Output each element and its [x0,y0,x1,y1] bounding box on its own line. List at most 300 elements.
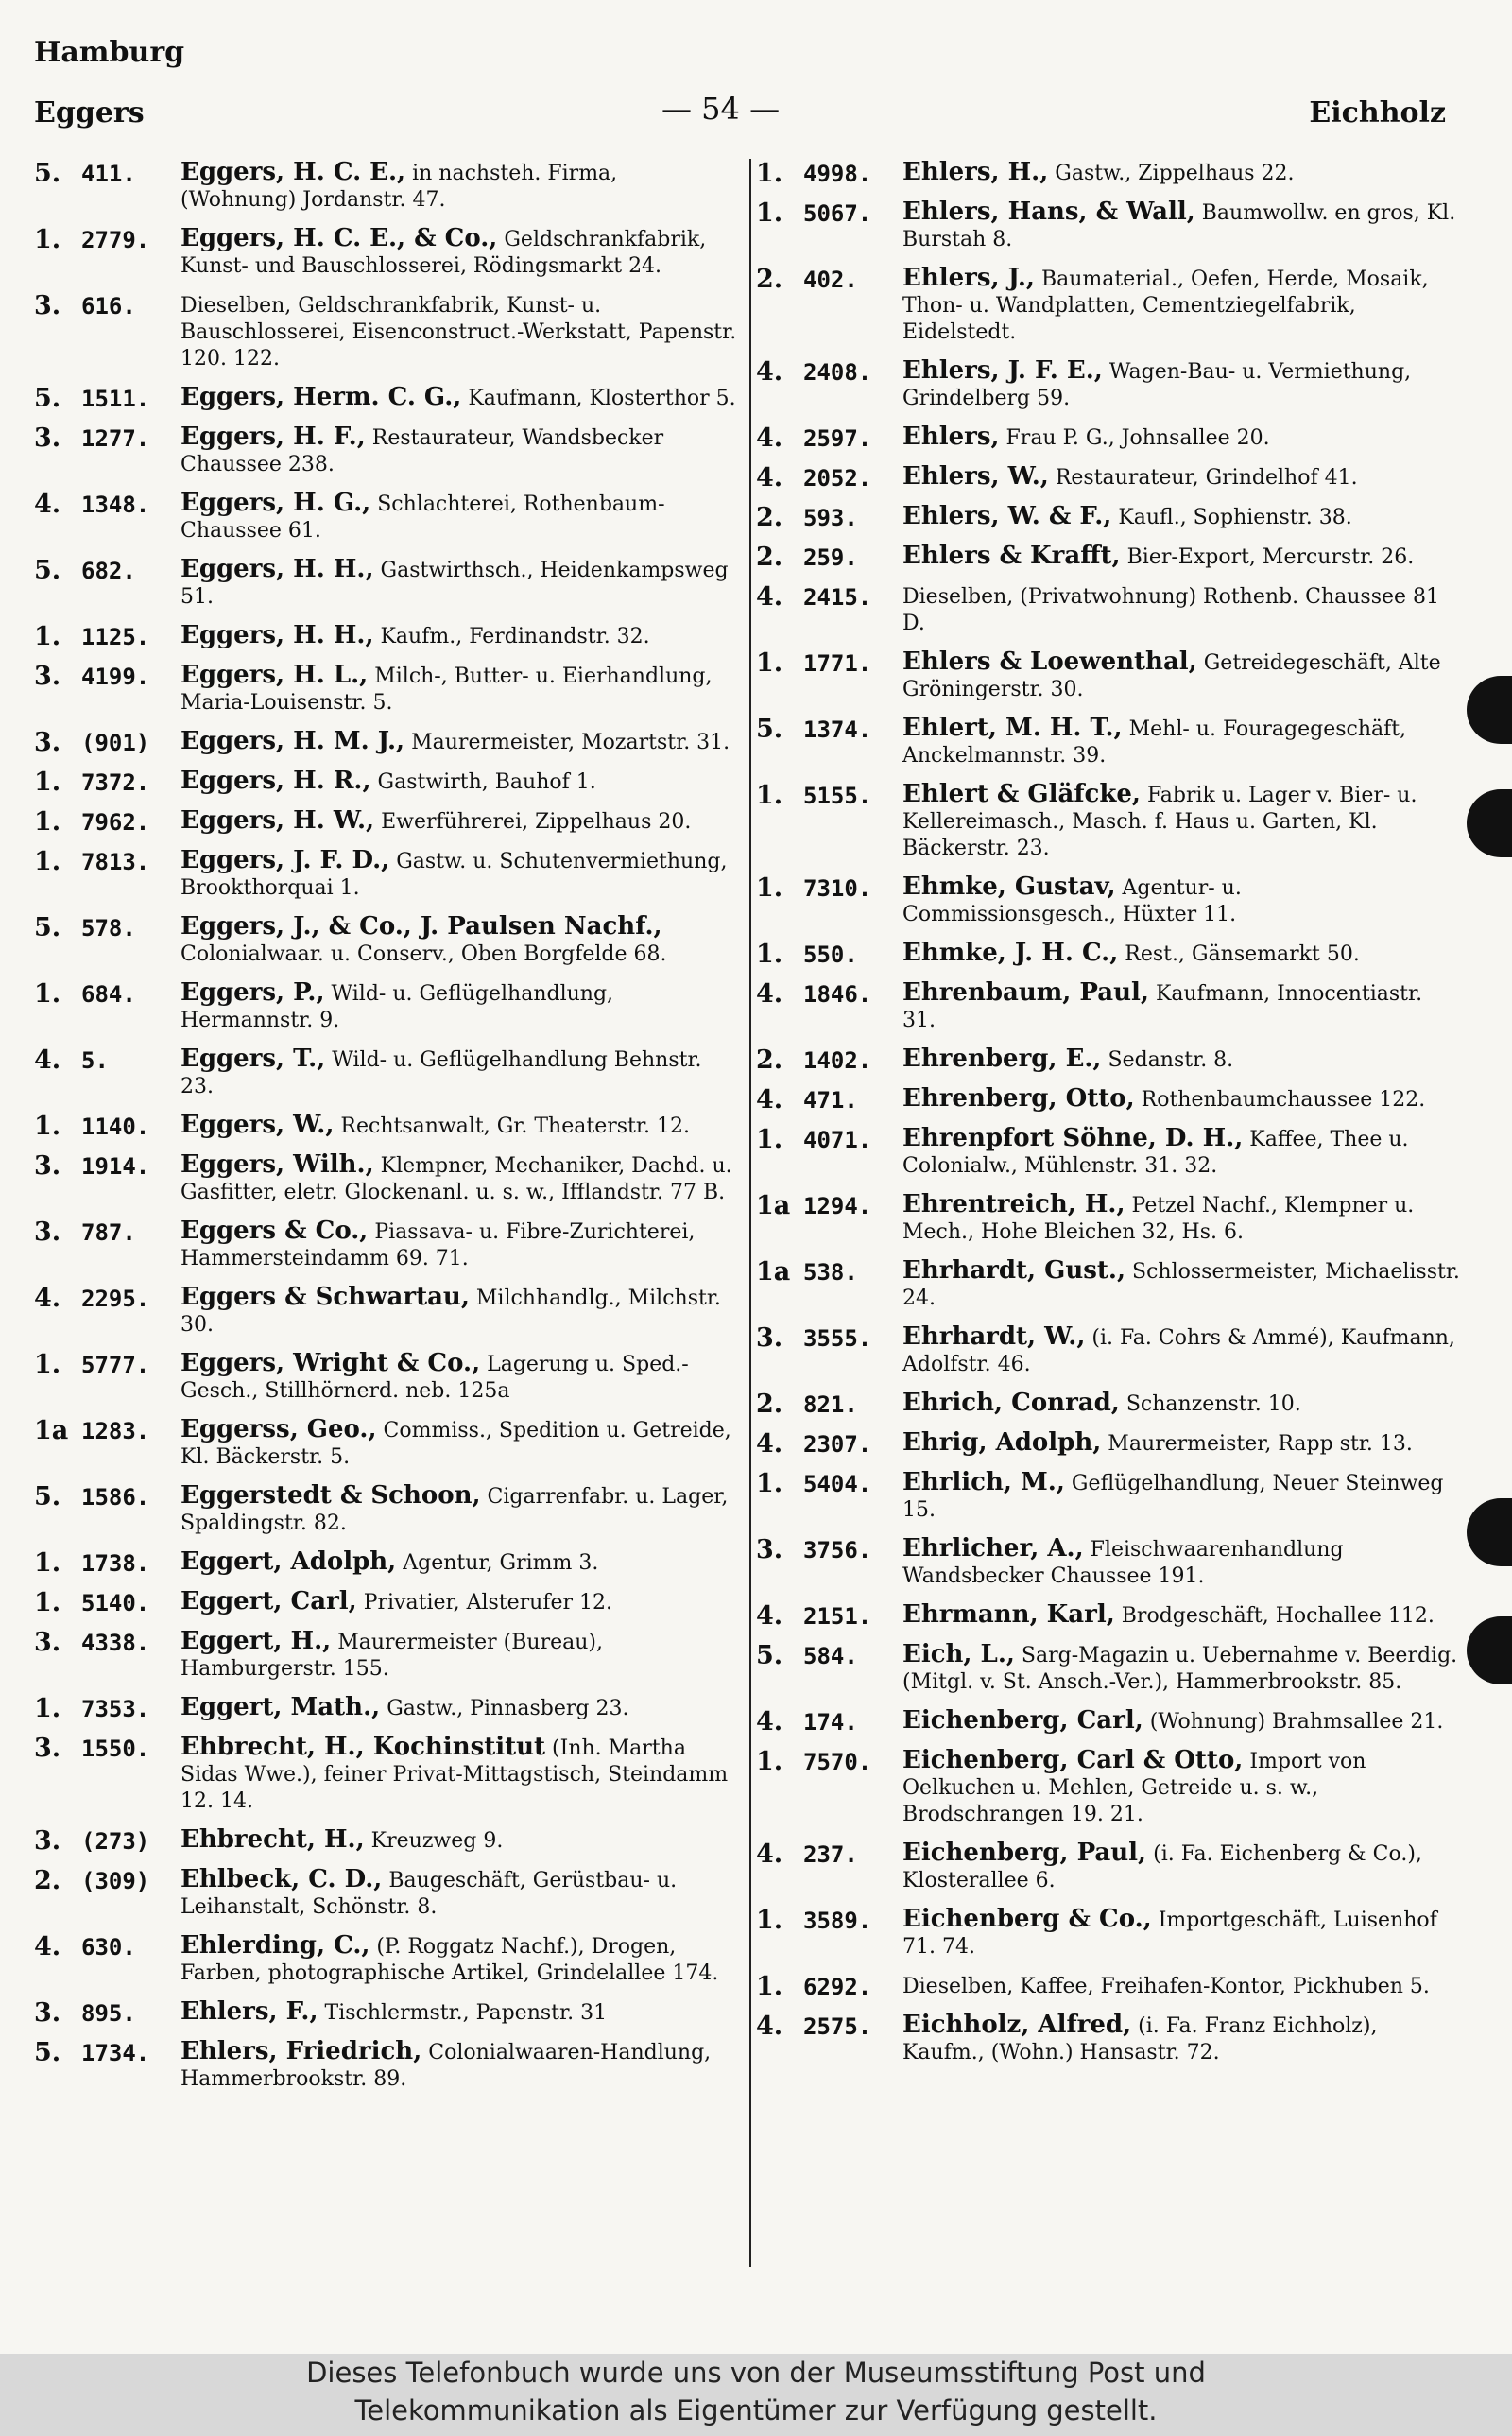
entry-phone-prefix [34,1590,176,1616]
exchange-zone: 1. [34,1588,61,1617]
exchange-zone: 4. [34,490,61,519]
entry-name: Ehlers, W., [902,462,1049,491]
entry-name: Eichenberg, Carl, [902,1706,1143,1735]
entry-description: Milchhandlg., Milchstr. 30. [180,1287,721,1337]
exchange-zone: 1. [756,1972,783,2001]
entry-phone-prefix [756,783,898,809]
entry-description: Schlachterei, Rothenbaum-Chaussee 61. [180,492,665,543]
entry-description: Agentur, Grimm 3. [403,1551,599,1575]
phone-number: 2151. [803,1603,872,1630]
entry-name: Eichenberg & Co., [902,1905,1152,1933]
entry-phone-prefix [756,1431,898,1458]
entry-phone-prefix [34,161,176,187]
entry-description: Restaurateur, Grindelhof 41. [1055,466,1358,490]
phone-number: (273) [81,1828,150,1855]
entry-phone-prefix [756,1709,898,1736]
entry-phone-prefix [34,1219,176,1246]
entry-name: Ehrhardt, W., [902,1322,1086,1351]
exchange-zone: 1. [34,979,61,1009]
entry-name: Ehlers, W. & F., [902,502,1112,530]
phone-number: 2408. [803,359,872,386]
phone-number: 5067. [803,200,872,227]
directory-entry [756,1191,1460,1246]
entry-name: Ehlers, H., [902,158,1049,186]
exchange-zone: 1. [756,1125,783,1154]
exchange-zone: 3. [34,1218,61,1247]
directory-entry [34,291,738,372]
exchange-zone: 1a [756,1191,791,1220]
entry-name: Eichenberg, Carl & Otto, [902,1746,1244,1774]
entry-phone-prefix [34,1114,176,1140]
directory-entry [34,159,738,214]
entry-phone-prefix [34,1934,176,1961]
directory-entry [34,1151,738,1206]
entry-phone-prefix [34,1484,176,1511]
entry-name: Eggert, Carl, [180,1587,357,1615]
phone-number: (309) [81,1868,150,1894]
entry-description: Sarg-Magazin u. Uebernahme v. Beerdig. (Mitgl. v. St. Ansch.-Ver.), Hammerbrookstr. 85. [902,1644,1458,1694]
phone-number: 2307. [803,1431,872,1458]
entry-name: Eggers, J., & Co., J. Paulsen Nachf., [180,912,662,941]
entry-name: Ehrenberg, Otto, [902,1084,1135,1113]
entry-phone-prefix [34,386,176,412]
entry-description: Rest., Gänsemarkt 50. [1125,942,1360,966]
phone-number: 5140. [81,1590,150,1616]
directory-entry [34,225,738,280]
entry-description: Agentur- u. Commissionsgesch., Hüxter 11. [902,876,1242,926]
directory-entry [756,1747,1460,1828]
phone-number: 2415. [803,584,872,611]
entry-phone-prefix [34,624,176,650]
directory-entry [756,357,1460,412]
phone-number: 7813. [81,849,150,875]
exchange-zone: 3. [34,662,61,691]
thumb-index-mark [1467,789,1512,857]
entry-description: Geflügelhandlung, Neuer Steinweg 15. [902,1472,1444,1522]
entry-description: Dieselben, (Privatwohnung) Rothenb. Chaussee 81 D. [902,585,1440,635]
exchange-zone: 5. [34,556,61,585]
entry-description: Getreidegeschäft, Alte Gröningerstr. 30. [902,651,1441,701]
exchange-zone: 2. [756,503,783,532]
phone-number: 684. [81,981,136,1008]
directory-entry [34,1284,738,1339]
phone-number: 3555. [803,1325,872,1352]
entry-description: Lagerung u. Sped.-Gesch., Stillhörnerd. neb. 125a [180,1353,689,1403]
entry-description: Kaufl., Sophienstr. 38. [1118,506,1352,529]
entry-description: Baugeschäft, Gerüstbau- u. Leihanstalt, Schönstr. 8. [180,1869,678,1919]
entry-description: Dieselben, Kaffee, Freihafen-Kontor, Pickhuben 5. [902,1975,1430,1998]
exchange-zone: 5. [756,1641,783,1670]
phone-number: 3756. [803,1537,872,1564]
phone-number: 550. [803,942,858,968]
directory-entry [34,1588,738,1616]
entry-name: Ehlers, [902,423,1000,451]
directory-entry [756,781,1460,862]
entry-phone-prefix [756,1841,898,1868]
entry-description: Tischlermstr., Papenstr. 31 [324,2001,608,2025]
phone-number: 7570. [803,1749,872,1775]
directory-entry [34,768,738,796]
entry-name: Ehrmann, Karl, [902,1600,1115,1629]
exchange-zone: 1. [34,1694,61,1723]
exchange-zone: 5. [34,1482,61,1512]
entry-name: Ehlers, J., [902,264,1035,292]
entry-description: Gastw. u. Schutenvermiethung, Brookthorquai 1. [180,850,728,900]
entry-name: Ehbrecht, H., [180,1825,365,1854]
entry-name: Ehmke, Gustav, [902,872,1116,901]
entry-phone-prefix [756,1087,898,1114]
entry-name: Eggers, W., [180,1111,335,1139]
phone-number: 259. [803,544,858,571]
entry-description: (i. Fa. Eichenberg & Co.), Klosterallee 6. [902,1842,1422,1892]
exchange-zone: 2. [34,1866,61,1895]
exchange-zone: 4. [756,1429,783,1459]
directory-entry [756,1840,1460,1894]
exchange-zone: 4. [756,357,783,387]
exchange-zone: 3. [34,423,61,453]
entry-phone-prefix [34,2000,176,2027]
entry-name: Eggers, T., [180,1045,326,1073]
phone-number: 1914. [81,1153,150,1180]
exchange-zone: 2. [756,1390,783,1419]
exchange-zone: 1. [34,847,61,876]
exchange-zone: 2. [756,1045,783,1075]
entry-phone-prefix [756,267,898,293]
entry-description: Baumaterial., Oefen, Herde, Mosaik, Thon- u. Wandplatten, Cementziegelfabrik, Eidelstedt. [902,268,1429,344]
entry-phone-prefix [34,2040,176,2066]
phone-number: 1277. [81,425,150,452]
entry-name: Ehrenpfort Söhne, D. H., [902,1124,1244,1152]
left-column [34,159,738,2104]
entry-phone-prefix [756,544,898,571]
entry-phone-prefix [34,1630,176,1656]
entry-description: Schlossermeister, Michaelisstr. 24. [902,1260,1460,1310]
entry-phone-prefix [756,875,898,902]
entry-name: Ehrich, Conrad, [902,1389,1120,1417]
entry-description: Brodgeschäft, Hochallee 112. [1121,1604,1435,1628]
phone-number: 1283. [81,1418,150,1444]
entry-description: Piassava- u. Fibre-Zurichterei, Hammersteindamm 69. 71. [180,1220,696,1270]
entry-name: Ehlers, J. F. E., [902,356,1103,385]
directory-entry [756,1045,1460,1074]
exchange-zone: 2. [756,543,783,572]
directory-entry [756,1535,1460,1590]
directory-entry [756,1390,1460,1418]
entry-description: Kaufm., Ferdinandstr. 32. [380,625,650,648]
directory-entry [34,1826,738,1855]
phone-number: 471. [803,1087,858,1114]
entry-phone-prefix [756,465,898,492]
exchange-zone: 4. [756,1085,783,1114]
directory-entry [756,979,1460,1034]
entry-phone-prefix [34,1352,176,1378]
entry-name: Ehmke, J. H. C., [902,939,1119,967]
header-left-keyword: Eggers [34,96,145,130]
directory-entry [756,199,1460,253]
directory-entry [756,1707,1460,1736]
entry-phone-prefix [34,981,176,1008]
entry-name: Ehrhardt, Gust., [902,1256,1126,1285]
directory-entry [756,159,1460,187]
directory-entry [756,543,1460,571]
directory-entry [756,1085,1460,1114]
entry-phone-prefix [34,293,176,320]
entry-name: Eggers, H. F., [180,423,366,451]
directory-entry [756,1906,1460,1961]
directory-entry [34,1932,738,1987]
exchange-zone: 4. [756,1840,783,1869]
entry-description: Importgeschäft, Luisenhof 71. 74. [902,1909,1437,1959]
directory-entry [756,1469,1460,1524]
entry-name: Eggert, Math., [180,1693,381,1721]
entry-phone-prefix [756,650,898,677]
entry-phone-prefix [756,1537,898,1564]
entry-phone-prefix [34,849,176,875]
phone-number: 1348. [81,492,150,518]
exchange-zone: 3. [34,1998,61,2028]
phone-number: 584. [803,1643,858,1669]
entry-phone-prefix [756,1643,898,1669]
exchange-zone: 1. [756,940,783,969]
exchange-zone: 3. [756,1535,783,1564]
entry-description: Colonialwaar. u. Conserv., Oben Borgfelde 68. [180,942,667,966]
directory-entry [34,1998,738,2027]
entry-description: (Inh. Martha Sidas Wwe.), feiner Privat-Mittagstisch, Steindamm 12. 14. [180,1736,729,1813]
phone-number: 895. [81,2000,136,2027]
phone-number: (901) [81,730,150,756]
entry-name: Ehlers, Friedrich, [180,2037,422,2065]
entry-phone-prefix [34,1047,176,1074]
exchange-zone: 1. [34,1112,61,1141]
phone-number: 593. [803,505,858,531]
directory-entry [756,1972,1460,2000]
entry-description: Schanzenstr. 10. [1125,1392,1301,1416]
phone-number: 402. [803,267,858,293]
directory-entry [34,622,738,650]
exchange-zone: 3. [34,728,61,757]
directory-entry [34,384,738,412]
entry-description: Wagen-Bau- u. Vermiethung, Grindelberg 59. [902,360,1412,410]
phone-number: 6292. [803,1974,872,2000]
entry-description: in nachsteh. Firma, (Wohnung) Jordanstr. 47. [180,162,618,212]
directory-entry [756,1601,1460,1630]
phone-number: 5155. [803,783,872,809]
exchange-zone: 4. [756,979,783,1009]
entry-phone-prefix [34,730,176,756]
exchange-zone: 1. [756,199,783,228]
entry-phone-prefix [34,558,176,584]
phone-number: 578. [81,915,136,942]
page-number: — 54 — [662,91,781,127]
exchange-zone: 4. [756,463,783,492]
directory-entry [34,2038,738,2093]
entry-description: Maurermeister, Rapp str. 13. [1108,1432,1413,1456]
entry-phone-prefix [34,1286,176,1312]
entry-phone-prefix [756,1471,898,1497]
entry-description: Privatier, Alsterufer 12. [363,1591,613,1615]
directory-entry [34,913,738,968]
entry-name: Ehlbeck, C. D., [180,1865,383,1893]
entry-phone-prefix [756,1127,898,1153]
entry-description: Maurermeister (Bureau), Hamburgerstr. 155. [180,1631,603,1681]
entry-description: Kaffee, Thee u. Colonialw., Mühlenstr. 31. 32. [902,1128,1409,1178]
exchange-zone: 4. [756,2012,783,2041]
directory-entry [756,1257,1460,1312]
exchange-zone: 1. [34,1548,61,1578]
entry-description: Bier-Export, Mercurstr. 26. [1126,545,1415,569]
entry-description: Restaurateur, Wandsbecker Chaussee 238. [180,426,664,476]
phone-number: 1374. [803,717,872,743]
entry-description: Mehl- u. Fouragegeschäft, Anckelmannstr. 39. [902,717,1407,768]
entry-description: Geldschrankfabrik, Kunst- und Bauschlosserei, Rödingsmarkt 24. [180,228,707,278]
right-column [756,159,1460,2078]
entry-name: Ehlers, Hans, & Wall, [902,198,1195,226]
phone-number: 1125. [81,624,150,650]
entry-description: Wild- u. Geflügelhandlung, Hermannstr. 9. [180,982,614,1032]
entry-name: Ehlert, M. H. T., [902,714,1123,742]
entry-description: Import von Oelkuchen u. Mehlen, Getreide u. s. w., Brodschrangen 19. 21. [902,1750,1366,1826]
phone-number: 2575. [803,2013,872,2040]
entry-phone-prefix [756,505,898,531]
phone-number: 3589. [803,1908,872,1934]
exchange-zone: 1. [756,781,783,810]
exchange-zone: 3. [34,1826,61,1856]
phone-number: 1294. [803,1193,872,1219]
entry-description: Fleischwaarenhandlung Wandsbecker Chaussee 191. [902,1538,1344,1588]
exchange-zone: 4. [34,1284,61,1313]
phone-number: 7372. [81,769,150,796]
phone-number: 1738. [81,1550,150,1577]
entry-description: Kaufmann, Klosterthor 5. [468,387,736,410]
entry-phone-prefix [34,769,176,796]
entry-phone-prefix [756,942,898,968]
entry-description: Commiss., Spedition u. Getreide, Kl. Bäckerstr. 5. [180,1419,731,1469]
entry-phone-prefix [756,1603,898,1630]
footer-note [0,2354,1512,2436]
entry-description: Wild- u. Geflügelhandlung Behnstr. 23. [180,1048,702,1098]
directory-entry [34,1694,738,1722]
entry-phone-prefix [756,1325,898,1352]
exchange-zone: 3. [34,1151,61,1181]
exchange-zone: 1. [756,1747,783,1776]
exchange-zone: 5. [34,159,61,188]
entry-description: Kreuzweg 9. [370,1829,504,1853]
entry-name: Ehrenbaum, Paul, [902,978,1149,1007]
entry-description: Cigarrenfabr. u. Lager, Spaldingstr. 82. [180,1485,729,1535]
phone-number: 1846. [803,981,872,1008]
directory-entry [756,1429,1460,1458]
entry-name: Eggers, H. G., [180,489,371,517]
directory-entry [34,1482,738,1537]
directory-entry [756,1125,1460,1180]
exchange-zone: 1. [34,622,61,651]
exchange-zone: 3. [756,1323,783,1353]
entry-phone-prefix [756,717,898,743]
entry-phone-prefix [756,584,898,611]
exchange-zone: 1. [34,768,61,797]
entry-phone-prefix [756,1047,898,1074]
entry-name: Eggers, H. L., [180,661,369,689]
directory-entry [756,463,1460,492]
entry-phone-prefix [34,425,176,452]
entry-name: Eggers, H. C. E., [180,158,406,186]
entry-phone-prefix [34,1736,176,1762]
entry-name: Eggers, P., [180,978,325,1007]
exchange-zone: 5. [34,913,61,942]
entry-phone-prefix [34,809,176,836]
entry-name: Ehlers, F., [180,1997,318,2026]
exchange-zone: 1. [756,648,783,678]
entry-description: Frau P. G., Johnsallee 20. [1005,426,1270,450]
entry-name: Eggers, Wright & Co., [180,1349,481,1377]
phone-number: 1550. [81,1736,150,1762]
phone-number: 538. [803,1259,858,1286]
phone-number: 4071. [803,1127,872,1153]
entry-description: Kaufmann, Innocentiastr. 31. [902,982,1423,1032]
phone-number: 1771. [803,650,872,677]
entry-name: Ehlert & Gläfcke, [902,780,1141,808]
exchange-zone: 5. [756,715,783,744]
entry-name: Ehrig, Adolph, [902,1428,1102,1457]
entry-phone-prefix [756,1259,898,1286]
entry-name: Ehbrecht, H., Kochinstitut [180,1733,546,1761]
directory-entry [34,556,738,611]
directory-entry [34,1112,738,1140]
phone-number: 5. [81,1047,109,1074]
directory-entry [34,490,738,544]
phone-number: 2597. [803,425,872,452]
entry-name: Eggers & Co., [180,1217,369,1245]
directory-entry [756,582,1460,637]
entry-name: Eichenberg, Paul, [902,1839,1147,1867]
phone-number: 1511. [81,386,150,412]
entry-name: Ehlers & Krafft, [902,542,1121,570]
phone-number: 5404. [803,1471,872,1497]
entry-name: Eggers, H. H., [180,621,374,649]
entry-description: Rechtsanwalt, Gr. Theaterstr. 12. [340,1114,690,1138]
directory-entry [34,1866,738,1921]
directory-entry [756,2012,1460,2066]
entry-phone-prefix [34,1828,176,1855]
directory-entry [34,979,738,1034]
phone-number: 1140. [81,1114,150,1140]
entry-description: Sedanstr. 8. [1108,1048,1234,1072]
entry-phone-prefix [756,981,898,1008]
entry-phone-prefix [756,161,898,187]
exchange-zone: 4. [34,1932,61,1961]
entry-name: Eichholz, Alfred, [902,2011,1132,2039]
entry-phone-prefix [34,1153,176,1180]
entry-description: Gastwirthsch., Heidenkampsweg 51. [180,559,729,609]
thumb-index-mark [1467,1498,1512,1566]
entry-name: Eggers, Herm. C. G., [180,383,462,411]
exchange-zone: 1a [34,1416,69,1445]
directory-entry [756,503,1460,531]
directory-entry [756,1641,1460,1696]
entry-name: Eggert, Adolph, [180,1547,397,1576]
exchange-zone: 3. [34,291,61,320]
entry-name: Eggers & Schwartau, [180,1283,470,1311]
entry-description: Fabrik u. Lager v. Bier- u. Kellereimasch., Masch. f. Haus u. Garten, Kl. Bäckerstr. 23. [902,784,1418,860]
entry-phone-prefix [34,227,176,253]
exchange-zone: 1. [34,225,61,254]
directory-entry [34,1628,738,1683]
entry-phone-prefix [34,1868,176,1894]
entry-description: Maurermeister, Mozartstr. 31. [411,731,730,754]
entry-name: Ehlerding, C., [180,1931,370,1960]
directory-entry [756,873,1460,928]
directory-entry [756,423,1460,452]
